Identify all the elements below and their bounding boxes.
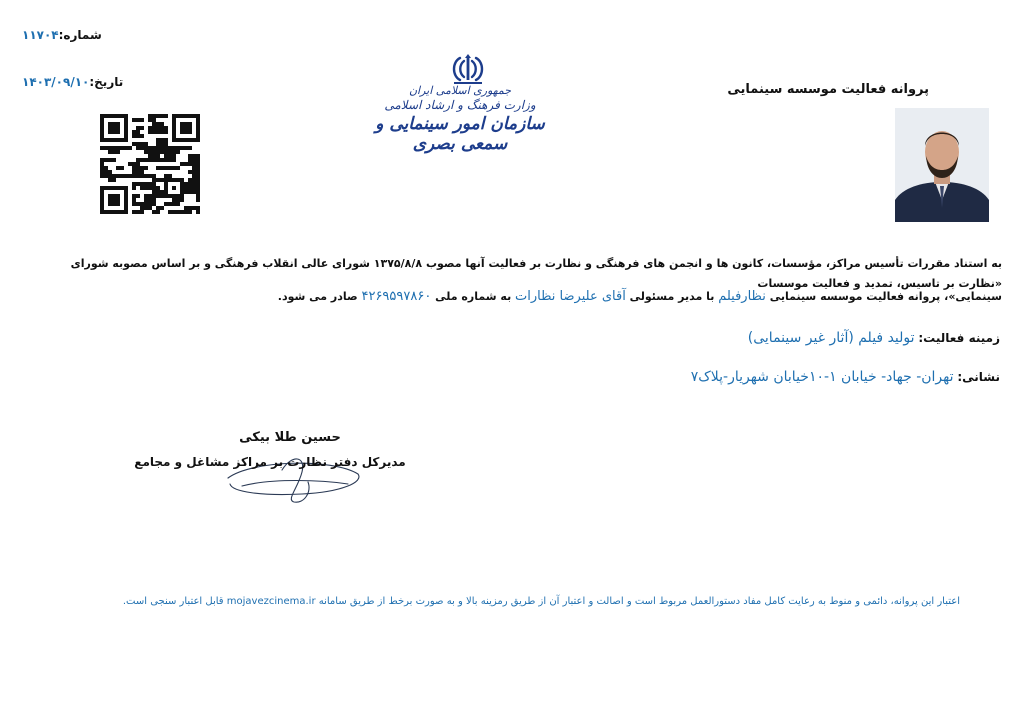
organization-name: سازمان امور سینمایی و سمعی بصری [375, 114, 545, 154]
document-date-value: ۱۴۰۳/۰۹/۱۰ [22, 75, 90, 89]
address-field [691, 369, 1000, 385]
paragraph-text: با مدیر مسئولی [629, 290, 715, 303]
holder-photo [895, 108, 989, 222]
paragraph-text: سینمایی»، پروانه فعالیت موسسه سینمایی [769, 290, 1002, 303]
document-date [22, 75, 123, 89]
paragraph-text: به شماره ملی [435, 290, 512, 303]
document-number-label: شماره: [58, 28, 102, 42]
ministry-line-1: جمهوری اسلامی ایران [408, 84, 512, 97]
address-label: نشانی: [957, 370, 1000, 384]
signer-title: مدیرکل دفتر نظارت بر مراکز مشاغل و مجامع [134, 455, 406, 469]
ministry-line-2: وزارت فرهنگ و ارشاد اسلامی [384, 98, 536, 112]
document-number-value: ۱۱۷۰۴ [22, 28, 59, 42]
national-id: ۴۲۶۹۵۹۷۸۶۰ [361, 289, 432, 304]
director-name: آقای علیرضا نظارات [515, 289, 626, 304]
paragraph-text: صادر می شود. [277, 290, 358, 303]
qr-code [100, 114, 200, 214]
license-paragraph-line-2 [30, 287, 1002, 307]
activity-value: تولید فیلم (آثار غیر سینمایی) [747, 330, 915, 346]
signer-name: حسین طلا بیکی [239, 430, 341, 445]
document-title: پروانه فعالیت موسسه سینمایی [727, 82, 929, 97]
ministry-header [360, 84, 560, 154]
document-number [22, 28, 102, 42]
person-portrait-icon [895, 108, 989, 222]
iran-emblem-icon [440, 52, 496, 86]
activity-field [748, 330, 1000, 346]
license-paragraph-line-1: به استناد مقررات تأسیس مراکز، مؤسسات، کانون ها و انجمن های فرهنگی و نظارت بر فعالیت آنها مصوب ۱۳۷۵/۸/۸ شورای عالی انقلاب فرهنگی و بر اساس مصوبه شورای «نظارت بر تاسیس، تمدید و فعالیت موسسات [70, 257, 1002, 290]
address-value: تهران- جهاد- خیابان ۱-۱۰خیابان شهریار-پلاک۷ [690, 369, 954, 385]
institute-name: نظارفیلم [718, 289, 766, 304]
activity-label: زمینه فعالیت: [918, 331, 1000, 345]
validity-note: اعتبار این پروانه، دائمی و منوط به رعایت کامل مفاد دستورالعمل مربوط است و اصالت و اعتبار آن از طریق رمزینه بالا و به صورت برخط از طریق سامانه mojavezcinema.ir قابل اعتبار سنجی است. [122, 596, 960, 607]
document-date-label: تاریخ: [89, 75, 124, 89]
